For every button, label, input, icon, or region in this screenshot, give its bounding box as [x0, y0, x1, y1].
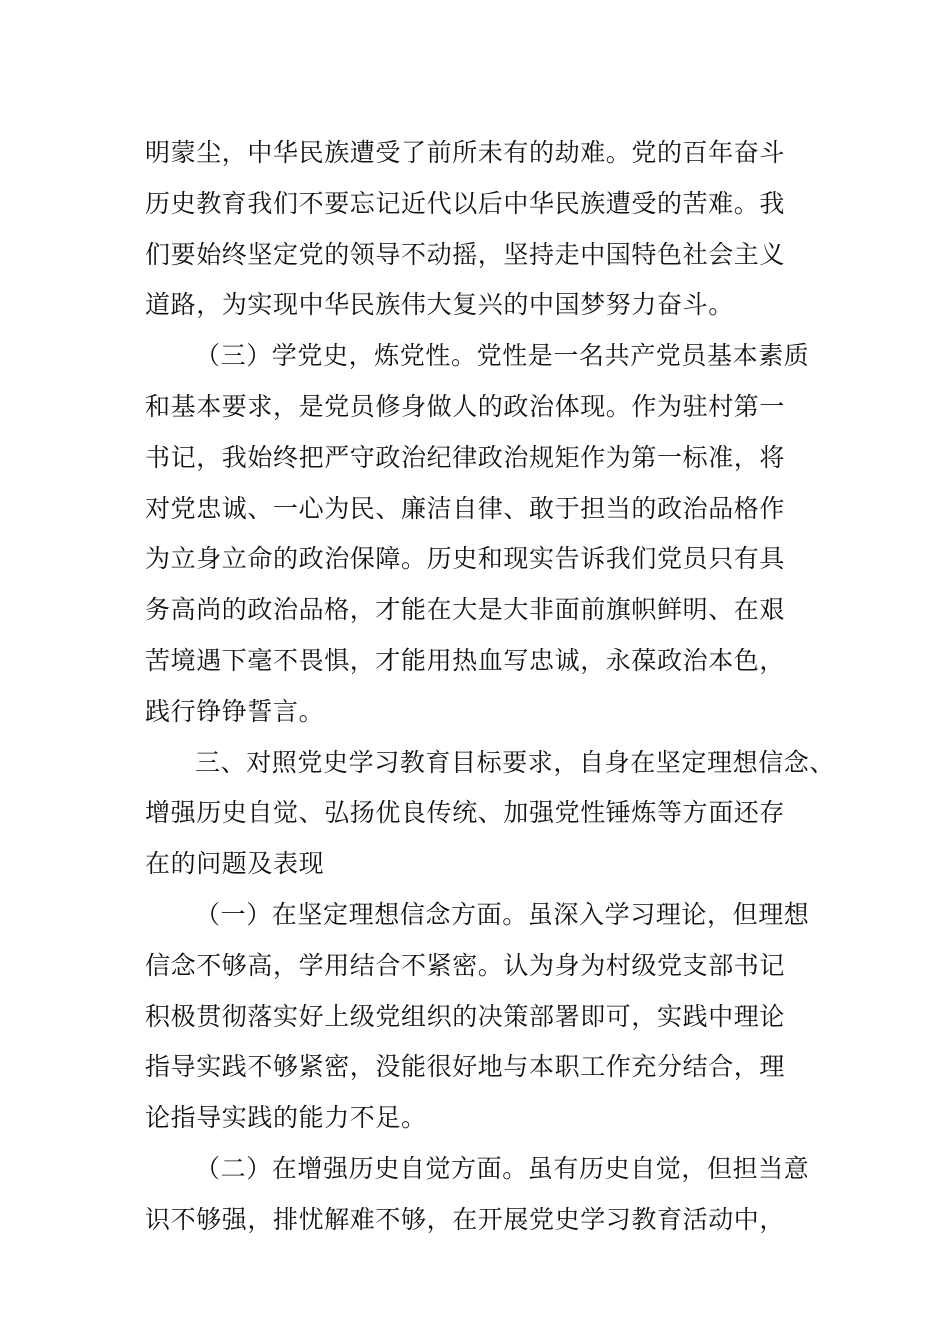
text-line: 道路，为实现中华民族伟大复兴的中国梦努力奋斗。: [145, 290, 734, 320]
text-line: 论指导实践的能力不足。: [145, 1103, 427, 1133]
text-line: 指导实践不够紧密，没能很好地与本职工作充分结合，理: [145, 1052, 786, 1082]
section-heading-line: （一）在坚定理想信念方面。虽深入学习理论，但理想: [195, 899, 810, 929]
text-line: 在的问题及表现: [145, 849, 325, 879]
text-line: 们要始终坚定党的领导不动摇，坚持走中国特色社会主义: [145, 239, 786, 269]
text-line: 书记，我始终把严守政治纪律政治规矩作为第一标准，将: [145, 442, 786, 472]
text-line: 和基本要求，是党员修身做人的政治体现。作为驻村第一: [145, 391, 786, 421]
text-line: 为立身立命的政治保障。历史和现实告诉我们党员只有具: [145, 544, 786, 574]
text-line: 历史教育我们不要忘记近代以后中华民族遭受的苦难。我: [145, 188, 786, 218]
document-body: [145, 128, 836, 1246]
text-line: 增强历史自觉、弘扬优良传统、加强党性锤炼等方面还存: [145, 798, 786, 828]
section-heading-line: 三、对照党史学习教育目标要求，自身在坚定理想信念、: [195, 747, 836, 777]
text-line: 明蒙尘，中华民族遭受了前所未有的劫难。党的百年奋斗: [145, 138, 786, 167]
text-line: 积极贯彻落实好上级党组织的决策部署即可，实践中理论: [145, 1001, 786, 1031]
text-line: 对党忠诚、一心为民、廉洁自律、敢于担当的政治品格作: [145, 493, 786, 523]
text-line: 苦境遇下毫不畏惧，才能用热血写忠诚，永葆政治本色，: [145, 645, 786, 675]
text-line: 践行铮铮誓言。: [145, 696, 325, 726]
section-heading-line: （二）在增强历史自觉方面。虽有历史自觉，但担当意: [195, 1153, 810, 1183]
section-heading-line: （三）学党史，炼党性。党性是一名共产党员基本素质: [195, 341, 810, 371]
text-line: 信念不够高，学用结合不紧密。认为身为村级党支部书记: [145, 950, 786, 980]
text-line: 务高尚的政治品格，才能在大是大非面前旗帜鲜明、在艰: [145, 595, 786, 625]
text-line: 识不够强，排忧解难不够，在开展党史学习教育活动中，: [145, 1204, 786, 1234]
